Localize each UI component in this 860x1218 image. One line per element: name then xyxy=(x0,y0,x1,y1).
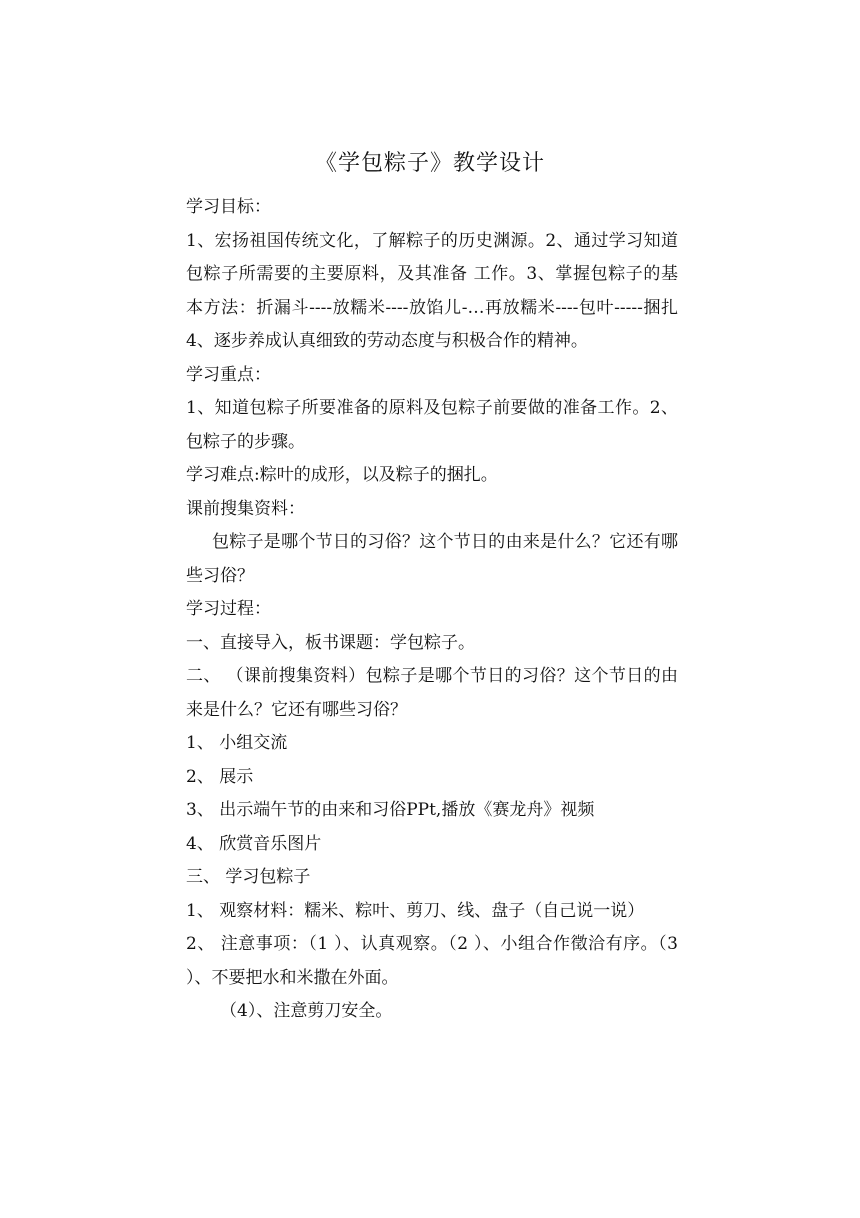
difficulty-paragraph: 学习难点:粽叶的成形，以及粽子的捆扎。 xyxy=(186,465,498,485)
document-title: 《学包粽子》教学设计 xyxy=(314,151,545,176)
preclass-heading: 课前搜集资料： xyxy=(186,498,305,519)
step-three-paragraph: 三、 学习包粽子 xyxy=(186,867,311,887)
preclass-paragraph: 包粽子是哪个节日的习俗？这个节日的由来是什么？它还有哪些习俗？ xyxy=(186,532,678,586)
list-item: 1、 小组交流 xyxy=(186,733,288,753)
list-item: 1、 观察材料：糯米、粽叶、剪刀、线、盘子（自己说一说） xyxy=(186,900,645,921)
key-points-heading: 学习重点： xyxy=(186,364,271,385)
list-item: 3、 出示端午节的由来和习俗PPt,播放《赛龙舟》视频 xyxy=(186,800,595,820)
list-item: 2、 展示 xyxy=(186,766,254,787)
process-heading: 学习过程： xyxy=(186,599,271,619)
objectives-heading: 学习目标： xyxy=(186,197,271,217)
list-item: 2、 注意事项：（1 ）、认真观察。（2 ）、小组合作徵洽有序。（3 ）、不要把水和米撒在外面。 xyxy=(186,934,678,988)
list-item-continuation: （4）、注意剪刀安全。 xyxy=(220,1001,393,1021)
list-item: 4、 欣赏音乐图片 xyxy=(186,833,322,854)
objectives-paragraph: 1、宏扬祖国传统文化，了解粽子的历史渊源。2、通过学习知道包粽子所需要的主要原料，及其准备 工作。3、掌握包粽子的基本方法：折漏斗----放糯米----放馅儿-…再放糯米----包叶-----捆扎 4、逐步养成认真细致的劳动态度与积极合作的精神。 xyxy=(186,230,678,351)
step-two-paragraph: 二、 （课前搜集资料）包粽子是哪个节日的习俗？这个节日的由来是什么？它还有哪些习俗？ xyxy=(186,666,678,720)
step-one-paragraph: 一、直接导入，板书课题：学包粽子。 xyxy=(186,632,475,653)
key-points-paragraph: 1、知道包粽子所要准备的原料及包粽子前要做的准备工作。2、包粽子的步骤。 xyxy=(186,398,678,452)
document-body xyxy=(186,191,678,1029)
